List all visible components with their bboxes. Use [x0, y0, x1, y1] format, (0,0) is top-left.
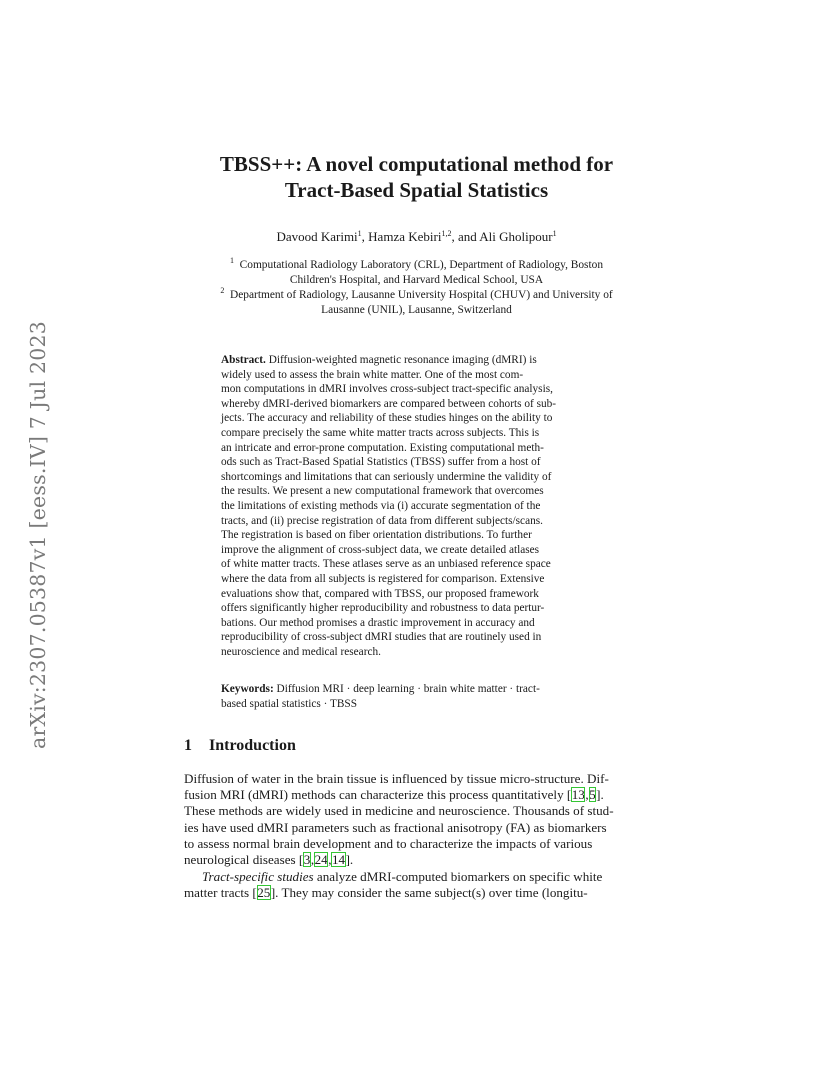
emphasis-text: Tract-specific studies — [202, 869, 314, 884]
affiliation-number: 2 — [220, 286, 225, 295]
keywords — [221, 682, 613, 711]
abstract-line: offers significantly higher reproducibility and robustness to data pertur- — [221, 602, 545, 615]
affiliation-text: Department of Radiology, Lausanne University Hospital (CHUV) and University of — [230, 289, 613, 301]
author-name: Davood Karimi — [276, 229, 358, 244]
body-line: matter tracts [ — [184, 885, 257, 901]
body-line: neurological diseases [ — [184, 852, 304, 868]
abstract-line: mon computations in dMRI involves cross-subject tract-specific analysis, — [221, 383, 553, 396]
abstract-line: neuroscience and medical research. — [221, 645, 381, 658]
citation-separator: , — [310, 852, 315, 868]
affiliation-marker: 1,2 — [441, 229, 452, 238]
abstract-label: Abstract. — [221, 354, 266, 366]
body-line: to assess normal brain development and to characterize the impacts of various — [184, 835, 593, 851]
body-line: These methods are widely used in medicine and neuroscience. Thousands of stud- — [184, 803, 614, 819]
section-title: Introduction — [209, 737, 296, 754]
intro-paragraph-2 — [184, 869, 650, 901]
citation-separator: , — [585, 787, 589, 803]
abstract-line: Diffusion-weighted magnetic resonance imaging (dMRI) is — [265, 354, 537, 366]
abstract-line: where the data from all subjects is registered for comparison. Extensive — [221, 572, 545, 585]
abstract — [221, 353, 613, 659]
body-line: ]. They may consider the same subject(s) over time (longitu- — [270, 885, 588, 901]
affiliation-marker: 1 — [357, 229, 362, 238]
citation-link[interactable]: 5 — [589, 787, 596, 803]
intro-paragraph-1 — [184, 771, 650, 868]
title-line-1: TBSS++: A novel computational method for — [219, 152, 614, 176]
abstract-line: shortcomings and limitations that can seriously undermine the validity of — [221, 470, 552, 483]
abstract-line: The registration is based on fiber orientation distributions. To further — [221, 529, 532, 542]
body-line: ies have used dMRI parameters such as fractional anisotropy (FA) as biomarkers — [184, 819, 607, 835]
abstract-line: the limitations of existing methods via (i) accurate segmentation of the — [221, 499, 541, 512]
citation-link[interactable]: 14 — [331, 852, 346, 868]
abstract-line: compare precisely the same white matter tracts across subjects. This is — [221, 426, 540, 439]
body-line: Diffusion of water in the brain tissue is influenced by tissue micro-structure. Dif- — [184, 771, 609, 786]
abstract-line: jects. The accuracy and reliability of these studies hinges on the ability to — [221, 412, 553, 425]
abstract-line: widely used to assess the brain white matter. One of the most com- — [221, 368, 524, 381]
title-line-2: Tract-Based Spatial Statistics — [284, 178, 549, 202]
abstract-line: of white matter tracts. These atlases serve as an unbiased reference space — [221, 558, 551, 571]
citation-link[interactable]: 3 — [303, 852, 311, 868]
abstract-line: evaluations show that, compared with TBSS, our proposed framework — [221, 587, 539, 600]
author-list: Davood Karimi$^1$, Hamza Kebiri$^{1,2}$, and Ali Gholipour$^1$ — [276, 229, 557, 244]
abstract-line: ods such as Tract-Based Spatial Statistics (TBSS) suffer from a host of — [221, 456, 541, 469]
author-name: and Ali Gholipour — [457, 229, 553, 244]
section-heading-introduction — [184, 737, 296, 755]
arxiv-identifier-stamp — [14, 300, 62, 770]
affiliation-2 — [150, 288, 683, 318]
keywords-line: based spatial statistics · TBSS — [221, 697, 357, 710]
citation-close: ]. — [596, 787, 604, 803]
abstract-line: an intricate and error-prone computation. Existing computational meth- — [221, 441, 544, 454]
affiliation-text: Lausanne (UNIL), Lausanne, Switzerland — [321, 304, 512, 316]
abstract-line: bations. Our method promises a drastic improvement in accuracy and — [221, 616, 535, 629]
affiliation-number: 1 — [229, 256, 234, 265]
keywords-line: Diffusion MRI · deep learning · brain white matter · tract- — [273, 683, 540, 695]
section-number: 1 — [184, 737, 192, 754]
citation-link[interactable]: 25 — [257, 885, 271, 901]
keywords-label: Keywords: — [221, 683, 274, 695]
arxiv-identifier-text: arXiv:2307.05387v1 [eess.IV] 7 Jul 2023 — [26, 321, 50, 749]
abstract-line: reproducibility of cross-subject dMRI studies that are routinely used in — [221, 631, 542, 644]
citation-close: ]. — [345, 852, 354, 868]
paper-title — [150, 151, 683, 203]
author-name: Hamza Kebiri — [368, 229, 442, 244]
body-line: analyze dMRI-computed biomarkers on specific white — [313, 869, 603, 884]
affiliation-1 — [150, 258, 683, 288]
abstract-line: whereby dMRI-derived biomarkers are compared between cohorts of sub- — [221, 397, 557, 410]
affiliation-text: Children's Hospital, and Harvard Medical School, USA — [289, 274, 544, 286]
affiliation-marker: 1 — [552, 229, 557, 238]
citation-separator: , — [328, 852, 332, 868]
body-line: fusion MRI (dMRI) methods can characterize this process quantitatively [ — [184, 787, 572, 803]
citation-link[interactable]: 24 — [314, 852, 328, 868]
citation-link[interactable]: 13 — [571, 787, 585, 803]
abstract-line: tracts, and (ii) precise registration of data from different subjects/scans. — [221, 514, 543, 527]
abstract-line: improve the alignment of cross-subject data, we create detailed atlases — [221, 543, 540, 556]
affiliation-text: Computational Radiology Laboratory (CRL), Department of Radiology, Boston — [239, 259, 604, 271]
abstract-line: the results. We present a new computational framework that overcomes — [221, 485, 544, 498]
